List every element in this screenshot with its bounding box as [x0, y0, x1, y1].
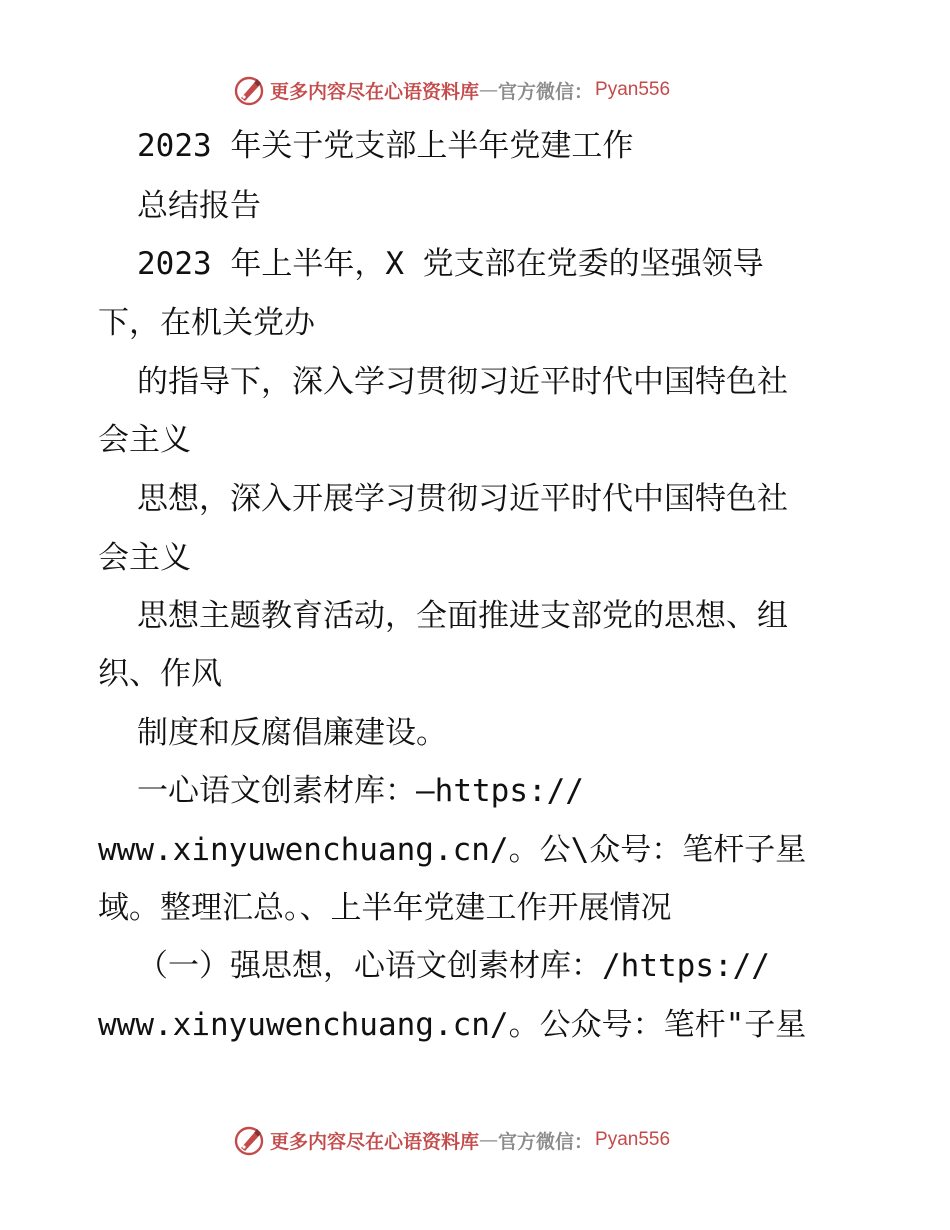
doc-line: 的指导下，深入学习贯彻习近平时代中国特色社	[137, 364, 788, 400]
banner-wechat-label: 官方微信：	[498, 80, 594, 103]
doc-line: 下，在机关党办	[98, 305, 315, 341]
doc-line: 织、作风	[98, 656, 222, 692]
doc-line: 总结报告	[137, 188, 261, 224]
doc-line: 一心语文创素材库：—https://	[137, 773, 584, 809]
doc-line: 会主义	[98, 422, 191, 458]
pen-logo-icon	[232, 73, 266, 107]
banner-wechat-label: 官方微信：	[498, 1130, 594, 1153]
doc-line: 思想，深入开展学习贯彻习近平时代中国特色社	[137, 481, 788, 517]
doc-line: 思想主题教育活动，全面推进支部党的思想、组	[137, 598, 788, 634]
doc-line: 2023 年关于党支部上半年党建工作	[137, 128, 634, 164]
banner-wechat-id: Pyan556	[595, 1129, 671, 1150]
header-banner	[0, 72, 950, 108]
banner-dash: —	[479, 1129, 499, 1151]
doc-line: （一）强思想，心语文创素材库：/https://	[137, 948, 770, 984]
banner-slogan: 更多内容尽在心语资料库	[270, 80, 480, 103]
doc-line: 域。整理汇总。、上半年党建工作开展情况	[98, 890, 672, 926]
banner-dash: —	[479, 79, 499, 101]
pen-logo-icon	[232, 1123, 266, 1157]
doc-line: www.xinyuwenchuang.cn/。公众号：笔杆"子星	[98, 1007, 807, 1043]
doc-line: 会主义	[98, 540, 191, 576]
doc-line: 制度和反腐倡廉建设。	[137, 715, 447, 751]
footer-banner	[0, 1122, 950, 1158]
banner-wechat-id: Pyan556	[595, 79, 671, 100]
doc-line: 2023 年上半年，X 党支部在党委的坚强领导	[137, 246, 764, 282]
doc-line: www.xinyuwenchuang.cn/。公\众号：笔杆子星	[98, 832, 807, 868]
banner-slogan: 更多内容尽在心语资料库	[270, 1130, 480, 1153]
